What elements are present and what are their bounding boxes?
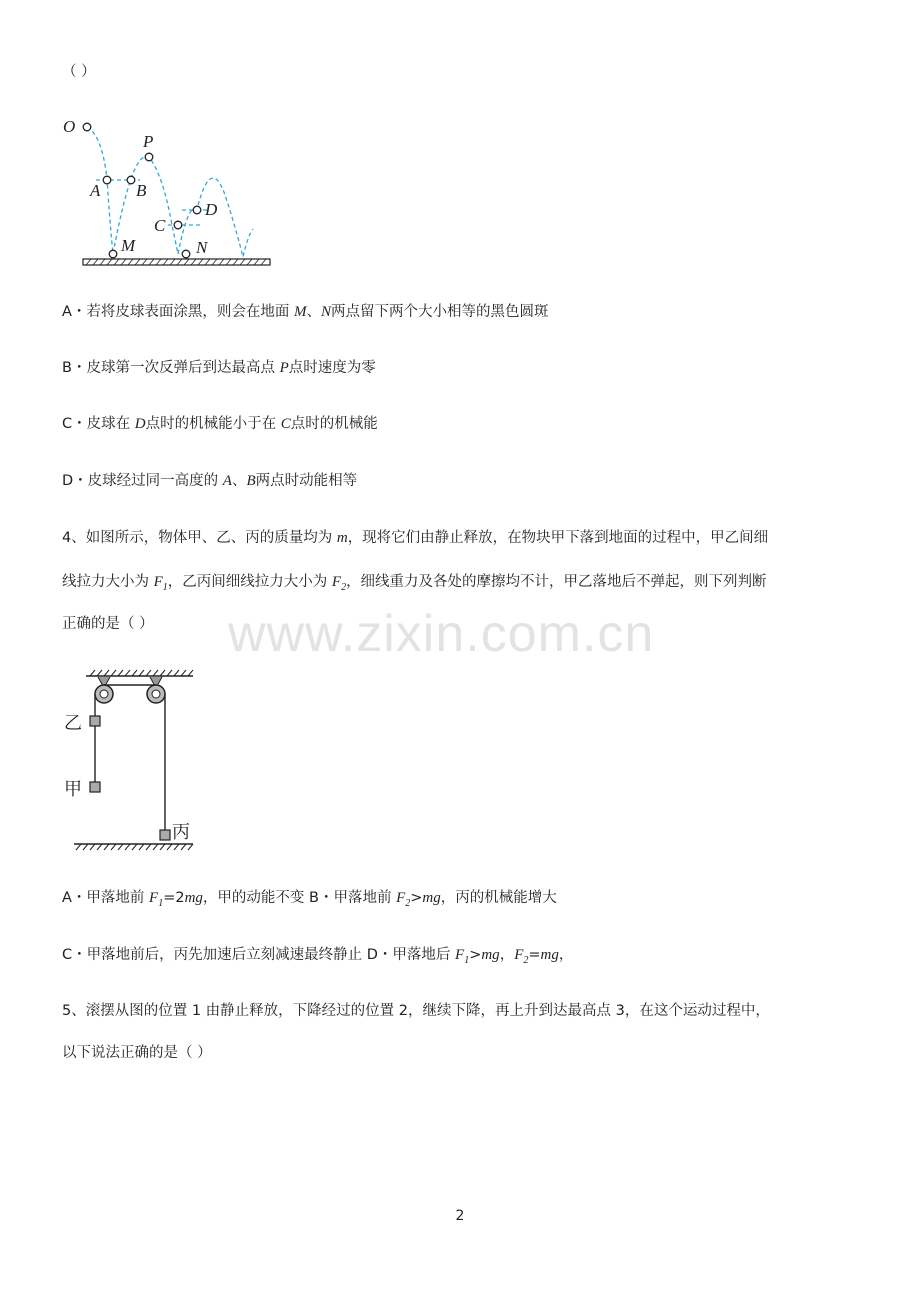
q3-option-c: C・皮球在 D点时的机械能小于在 C点时的机械能 xyxy=(62,416,378,432)
q5-line2: 以下说法正确的是（ ） xyxy=(62,1045,212,1061)
q4-options-ab: A・甲落地前 $F_1=2mg$，甲的动能不变 B・甲落地前 $F_2>mg$，丙的机械能增大 xyxy=(62,890,557,909)
block-bing xyxy=(160,830,170,840)
point-b xyxy=(127,176,135,184)
trajectory-path xyxy=(87,127,253,257)
label-m: M xyxy=(121,236,136,255)
q3-option-b: B・皮球第一次反弹后到达最高点 P点时速度为零 xyxy=(62,360,376,376)
q3-option-d: D・皮球经过同一高度的 A、B两点时动能相等 xyxy=(62,473,358,489)
q5-line1: 5、滚摆从图的位置 1 由静止释放，下降经过的位置 2，继续下降，再上升到达最高点 3，在这个运动过程中， xyxy=(62,1003,770,1019)
block-jia xyxy=(90,782,100,792)
point-n xyxy=(182,250,190,258)
pulley-figure xyxy=(60,668,200,858)
block-yi xyxy=(90,716,100,726)
point-a xyxy=(103,176,111,184)
label-bing: 丙 xyxy=(172,822,190,843)
label-b: B xyxy=(136,181,147,200)
q4-options-cd: C・甲落地前后，丙先加速后立刻减速最终静止 D・甲落地后 $F_1>mg$，$F_2=mg$， xyxy=(62,947,574,966)
label-c: C xyxy=(154,216,166,235)
q4-line3: 正确的是（ ） xyxy=(62,616,154,632)
label-a: A xyxy=(90,181,101,200)
q4-line1: 4、如图所示，物体甲、乙、丙的质量均为 m，现将它们由静止释放，在物块甲下落到地面的过程中，甲乙间细 xyxy=(62,530,769,546)
watermark: www.zixin.com.cn xyxy=(228,605,655,663)
q3-option-a: A・若将皮球表面涂黑，则会在地面 M、N两点留下两个大小相等的黑色圆斑 xyxy=(62,304,549,320)
page-number: 2 xyxy=(455,1208,465,1224)
label-jia: 甲 xyxy=(64,779,82,800)
bouncing-ball-figure xyxy=(60,115,280,270)
point-d xyxy=(193,206,201,214)
label-p: P xyxy=(143,132,154,151)
label-n: N xyxy=(196,238,208,257)
label-d: D xyxy=(205,200,218,219)
point-c xyxy=(174,221,182,229)
q3-answer-bracket: （ ） xyxy=(62,64,96,80)
point-m xyxy=(109,250,117,258)
point-p xyxy=(145,153,153,161)
q4-line2: 线拉力大小为 $F_1$，乙丙间细线拉力大小为 $F_2$，细线重力及各处的摩擦均不计，甲乙落地后不弹起，则下列判断 xyxy=(62,574,767,593)
label-yi: 乙 xyxy=(64,713,82,734)
label-o: O xyxy=(63,117,76,136)
point-o xyxy=(83,123,91,131)
